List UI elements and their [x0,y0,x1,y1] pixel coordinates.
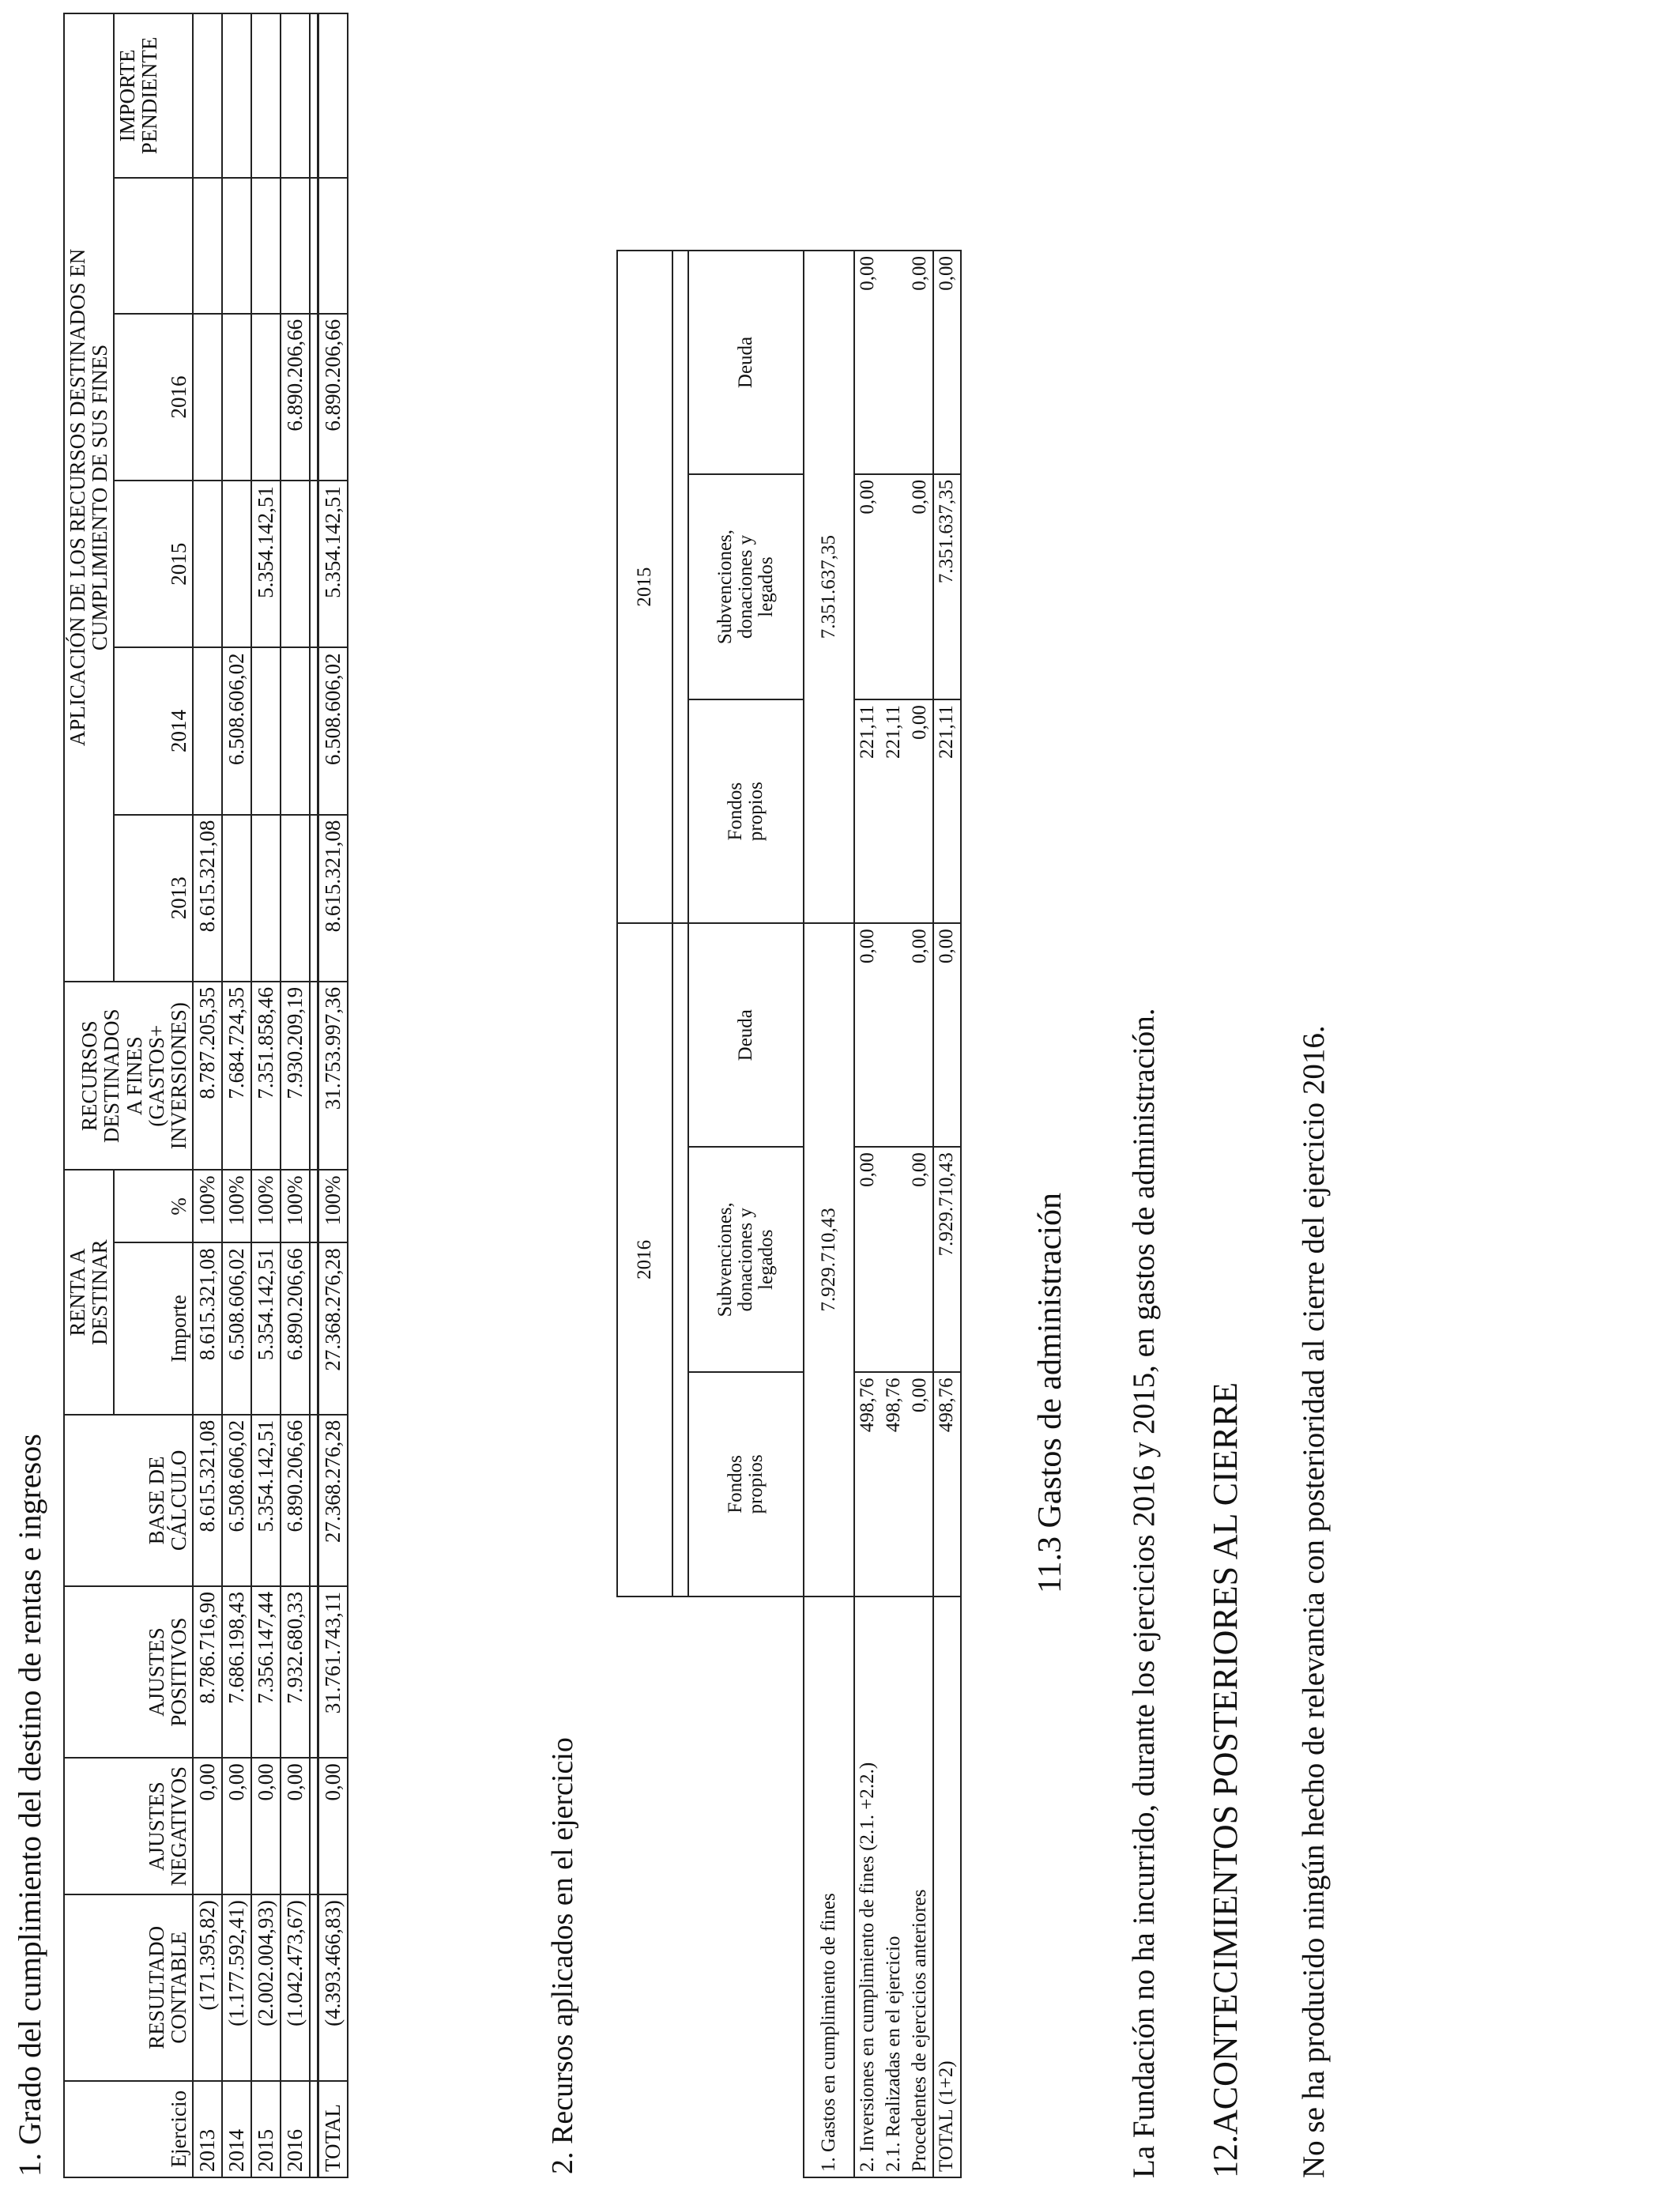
cell-apl-2013 [222,815,251,982]
cell-resultado: (171.395,82) [193,1894,222,2080]
table-row [222,13,251,2177]
cell-total-a-subv: 7.929.710,43 [933,1147,961,1372]
header-empty [617,1596,804,2177]
cell-ajustes-neg: 0,00 [193,1758,222,1894]
header-year-2016: 2016 [617,923,672,1596]
cell-ajustes-pos: 7.356.147,44 [251,1586,281,1758]
cell-apl-2015 [222,481,251,647]
cell-b-fondos: 0,00 [907,699,934,923]
cell-b-deuda: 0,00 [907,251,934,474]
cell-resultado: (2.002.004,93) [251,1894,281,2080]
cell-a-deuda: 0,00 [854,923,881,1147]
header-year-2016: 2016 [114,314,193,481]
cell-base: 8.615.321,08 [193,1415,222,1586]
cell-recursos: 7.351.858,46 [251,982,281,1171]
cell-ajustes-neg: 0,00 [281,1758,310,1894]
cell-total-label: TOTAL [318,2081,348,2177]
table-row [854,251,881,2177]
cell-total-blank [318,178,348,314]
cell-apl-2016: 6.890.206,66 [281,314,310,481]
section-11-3-text: La Fundación no ha incurrido, durante los ejercicios 2016 y 2015, en gastos de administración. [1127,1008,1161,2178]
header-base-calculo: BASE DE CÁLCULO [64,1415,193,1586]
cell-apl-2013: 8.615.321,08 [193,815,222,982]
cell-pendiente [222,13,251,178]
cell-total-label: TOTAL (1+2) [933,1596,961,2177]
cell-apl-2014 [281,647,310,814]
cell-total-apl-2016: 6.890.206,66 [318,314,348,481]
header-deuda-2016: Deuda [688,923,804,1147]
section-11-3-title: 11.3 Gastos de administración [1032,1192,1068,1593]
cell-base: 6.508.606,02 [222,1415,251,1586]
header-ajustes-negativos: AJUSTES NEGATIVOS [64,1758,193,1894]
cell-pendiente [251,13,281,178]
cell-ajustes-pos: 8.786.716,90 [193,1586,222,1758]
rentas-table [63,13,348,2178]
cell-inversiones-label: 2. Inversiones en cumplimiento de fines (2.1. +2.2.) [854,1596,881,2177]
cell-recursos: 7.930.209,19 [281,982,310,1171]
header-year-2014: 2014 [114,647,193,814]
cell-total-apl-2015: 5.354.142,51 [318,481,348,647]
recursos-aplicados-table [616,250,962,2178]
header-importe-pendiente: IMPORTE PENDIENTE [114,13,193,178]
header-pct: % [114,1170,193,1242]
cell-gastos-2015: 7.351.637,35 [804,251,854,923]
cell-a-subv: 0,00 [907,1147,934,1372]
table-total-row [933,251,961,2177]
cell-apl-2013 [281,815,310,982]
header-year-2015: 2015 [114,481,193,647]
section-12-title: 12.ACONTECIMIENTOS POSTERIORES AL CIERRE [1206,1382,1245,2178]
header-year-2013: 2013 [114,815,193,982]
header-ajustes-positivos: AJUSTES POSITIVOS [64,1586,193,1758]
cell-total-base: 27.368.276,28 [318,1415,348,1586]
cell-ejercicio: 2016 [281,2081,310,2177]
cell-importe: 6.508.606,02 [222,1242,251,1414]
cell-importe: 6.890.206,66 [281,1242,310,1414]
cell-ejercicio: 2014 [222,2081,251,2177]
cell-recursos: 7.684.724,35 [222,982,251,1171]
header-fondos-propios-2016: Fondos propios [688,1372,804,1596]
table-row [881,251,907,2177]
cell-apl-2013 [251,815,281,982]
cell-pendiente [281,13,310,178]
cell-b-subv: 0,00 [907,474,934,699]
cell-ajustes-pos: 7.932.680,33 [281,1586,310,1758]
cell-total-b-deuda: 0,00 [933,251,961,474]
cell-total-ajustes-pos: 31.761.743,11 [318,1586,348,1758]
cell-b-fondos: 221,11 [881,699,907,923]
cell-base: 5.354.142,51 [251,1415,281,1586]
cell-total-a-deuda: 0,00 [933,923,961,1147]
cell-ajustes-neg: 0,00 [251,1758,281,1894]
cell-ejercicio: 2015 [251,2081,281,2177]
cell-a-subv: 0,00 [854,1147,881,1372]
cell-apl-2016 [251,314,281,481]
cell-total-ajustes-neg: 0,00 [318,1758,348,1894]
table-row [907,251,934,2177]
cell-ajustes-pos: 7.686.198,43 [222,1586,251,1758]
cell-realizadas-label: 2.1. Realizadas en el ejercicio [881,1596,907,2177]
cell-total-recursos: 31.753.997,36 [318,982,348,1171]
cell-a-deuda: 0,00 [907,923,934,1147]
cell-apl-2015 [193,481,222,647]
cell-base: 6.890.206,66 [281,1415,310,1586]
cell-pct: 100% [251,1170,281,1242]
table-row [281,13,310,2177]
cell-blank [281,178,310,314]
header-recursos-destinados: RECURSOS DESTINADOS A FINES (GASTOS+ INVERSIONES) [64,982,193,1171]
cell-apl-2015 [281,481,310,647]
table-row [251,13,281,2177]
cell-b-subv [881,474,907,699]
cell-apl-2015: 5.354.142,51 [251,481,281,647]
section1-title: 1. Grado del cumplimiento del destino de rentas e ingresos [12,1434,47,2177]
cell-blank [222,178,251,314]
cell-blank [251,178,281,314]
cell-resultado: (1.042.473,67) [281,1894,310,2080]
cell-gastos-2016: 7.929.710,43 [804,923,854,1596]
cell-ajustes-neg: 0,00 [222,1758,251,1894]
section2-title: 2. Recursos aplicados en el ejercicio [546,1737,579,2174]
cell-total-importe: 27.368.276,28 [318,1242,348,1414]
cell-b-fondos: 221,11 [854,699,881,923]
cell-procedentes-label: Procedentes de ejercicios anteriores [907,1596,934,2177]
cell-apl-2014 [193,647,222,814]
cell-ejercicio: 2013 [193,2081,222,2177]
table-header-row [617,251,672,2177]
cell-b-subv: 0,00 [854,474,881,699]
cell-total-apl-2014: 6.508.606,02 [318,647,348,814]
cell-apl-2014: 6.508.606,02 [222,647,251,814]
header-subvenciones-2016: Subvenciones, donaciones y legados [688,1147,804,1372]
cell-total-b-fondos: 221,11 [933,699,961,923]
header-year-2015: 2015 [617,251,672,923]
cell-a-fondos: 498,76 [881,1372,907,1596]
table-row [193,13,222,2177]
section-12-text: No se ha producido ningún hecho de relevancia con posterioridad al cierre del ejercicio 2016. [1297,1025,1331,2178]
header-deuda-2015: Deuda [688,251,804,474]
cell-recursos: 8.787.205,35 [193,982,222,1171]
cell-a-deuda [881,923,907,1147]
cell-importe: 8.615.321,08 [193,1242,222,1414]
cell-resultado: (1.177.592,41) [222,1894,251,2080]
header-blank [114,178,193,314]
table-header-row [64,13,114,2177]
header-ejercicio: Ejercicio [64,2081,193,2177]
cell-apl-2016 [222,314,251,481]
cell-pct: 100% [193,1170,222,1242]
cell-apl-2016 [193,314,222,481]
cell-a-fondos: 498,76 [854,1372,881,1596]
cell-total-pendiente [318,13,348,178]
cell-total-pct: 100% [318,1170,348,1242]
cell-total-b-subv: 7.351.637,35 [933,474,961,699]
table-spacer-row [310,13,318,2177]
header-aplicacion-recursos: APLICACIÓN DE LOS RECURSOS DESTINADOS EN CUMPLIMIENTO DE SUS FINES [64,13,114,982]
cell-blank [193,178,222,314]
header-subvenciones-2015: Subvenciones, donaciones y legados [688,474,804,699]
header-resultado-contable: RESULTADO CONTABLE [64,1894,193,2080]
header-fondos-propios-2015: Fondos propios [688,699,804,923]
cell-total-resultado: (4.393.466,83) [318,1894,348,2080]
table-total-row [318,13,348,2177]
cell-pct: 100% [222,1170,251,1242]
cell-pct: 100% [281,1170,310,1242]
cell-gastos-label: 1. Gastos en cumplimiento de fines [804,1596,854,2177]
table-row [804,251,854,2177]
cell-a-fondos: 0,00 [907,1372,934,1596]
cell-pendiente [193,13,222,178]
cell-total-apl-2013: 8.615.321,08 [318,815,348,982]
cell-apl-2014 [251,647,281,814]
header-importe: Importe [114,1242,193,1414]
cell-a-subv [881,1147,907,1372]
cell-b-deuda [881,251,907,474]
cell-b-deuda: 0,00 [854,251,881,474]
cell-importe: 5.354.142,51 [251,1242,281,1414]
cell-total-a-fondos: 498,76 [933,1372,961,1596]
header-renta-destinar: RENTA A DESTINAR [64,1170,114,1414]
